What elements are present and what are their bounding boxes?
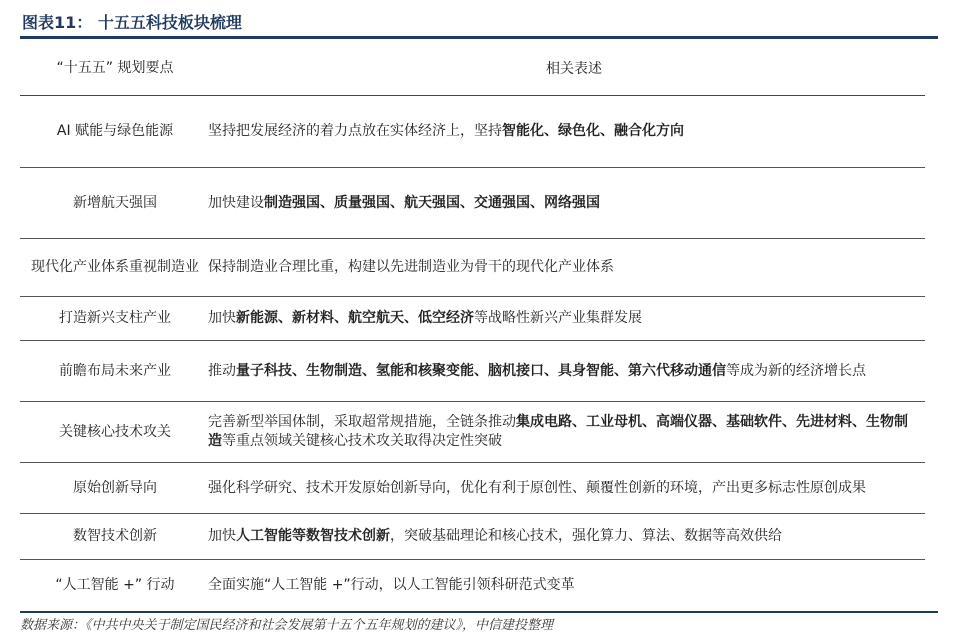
table-row: [20, 297, 925, 341]
body-text: ，突破基础理论和核心技术，强化算力、算法、数据等高效供给: [390, 528, 782, 544]
body-text: 全面实施“人工智能 +”行动，以人工智能引领科研范式变革: [208, 576, 575, 593]
row-key: AI 赋能与绿色能源: [56, 123, 174, 139]
body-text: 等成为新的经济增长点: [726, 362, 866, 379]
body-text: 坚持把发展经济的着力点放在实体经济上，坚持: [208, 123, 502, 139]
figure-title: 图表11： 十五五科技板块梳理: [22, 13, 242, 32]
header-col-desc: 相关表述: [546, 61, 602, 77]
table-row: [20, 402, 925, 463]
body-text: 加快: [208, 310, 236, 326]
table-row: [20, 96, 925, 168]
table-row: [20, 239, 925, 297]
row-key: 打造新兴支柱产业: [59, 310, 171, 326]
row-desc: [208, 463, 923, 513]
emphasis-text: 量子科技、生物制造、氢能和核聚变能、脑机接口、具身智能、第六代移动通信: [236, 362, 726, 379]
row-key: 前瞻布局未来产业: [59, 362, 171, 379]
table-row: [20, 168, 925, 239]
body-text: 加快: [208, 528, 236, 544]
row-desc: [208, 402, 923, 462]
emphasis-text: 新能源、新材料、航空航天、低空经济: [236, 310, 474, 326]
row-desc: [208, 168, 923, 238]
row-key: “人工智能 +” 行动: [55, 576, 175, 593]
table-header: [20, 40, 938, 96]
table-row: [20, 514, 925, 560]
emphasis-text: 人工智能等数智技术创新: [236, 528, 390, 544]
source-note: 数据来源：《中共中央关于制定国民经济和社会发展第十五个五年规划的建议》，中信建投整理: [20, 618, 554, 633]
body-text: 保持制造业合理比重，构建以先进制造业为骨干的现代化产业体系: [208, 259, 614, 275]
bottom-rule: [20, 611, 938, 613]
emphasis-text: 智能化、绿色化、融合化方向: [502, 123, 684, 139]
emphasis-text: 集成电路、工业母机、高端仪器、基础软件、先进材料、生物制造: [208, 414, 908, 449]
emphasis-text: 制造强国、质量强国、航天强国、交通强国、网络强国: [264, 194, 600, 211]
body-text: 加快建设: [208, 194, 264, 211]
table-row: [20, 560, 925, 610]
row-desc: [208, 297, 923, 340]
top-rule: [20, 36, 938, 39]
row-key: 数智技术创新: [73, 528, 157, 544]
header-col-key: “十五五” 规划要点: [56, 60, 174, 76]
row-key: 关键核心技术攻关: [59, 423, 171, 440]
row-key: 原始创新导向: [73, 479, 157, 496]
table-row: [20, 341, 925, 402]
row-desc: [208, 514, 923, 559]
body-text: 等战略性新兴产业集群发展: [474, 310, 642, 326]
body-text: 强化科学研究、技术开发原始创新导向，优化有利于原创性、颠覆性创新的环境，产出更多标志性原创成果: [208, 479, 866, 496]
table-row: [20, 463, 925, 514]
body-text: 推动: [208, 362, 236, 379]
row-desc: [208, 239, 923, 296]
row-desc: [208, 560, 923, 610]
row-desc: [208, 96, 923, 167]
row-desc: [208, 341, 923, 401]
body-text: 等重点领域关键核心技术攻关取得决定性突破: [222, 433, 502, 449]
row-key: 新增航天强国: [73, 194, 157, 211]
body-text: 完善新型举国体制，采取超常规措施，全链条推动: [208, 414, 516, 430]
row-key: 现代化产业体系重视制造业: [31, 259, 199, 275]
